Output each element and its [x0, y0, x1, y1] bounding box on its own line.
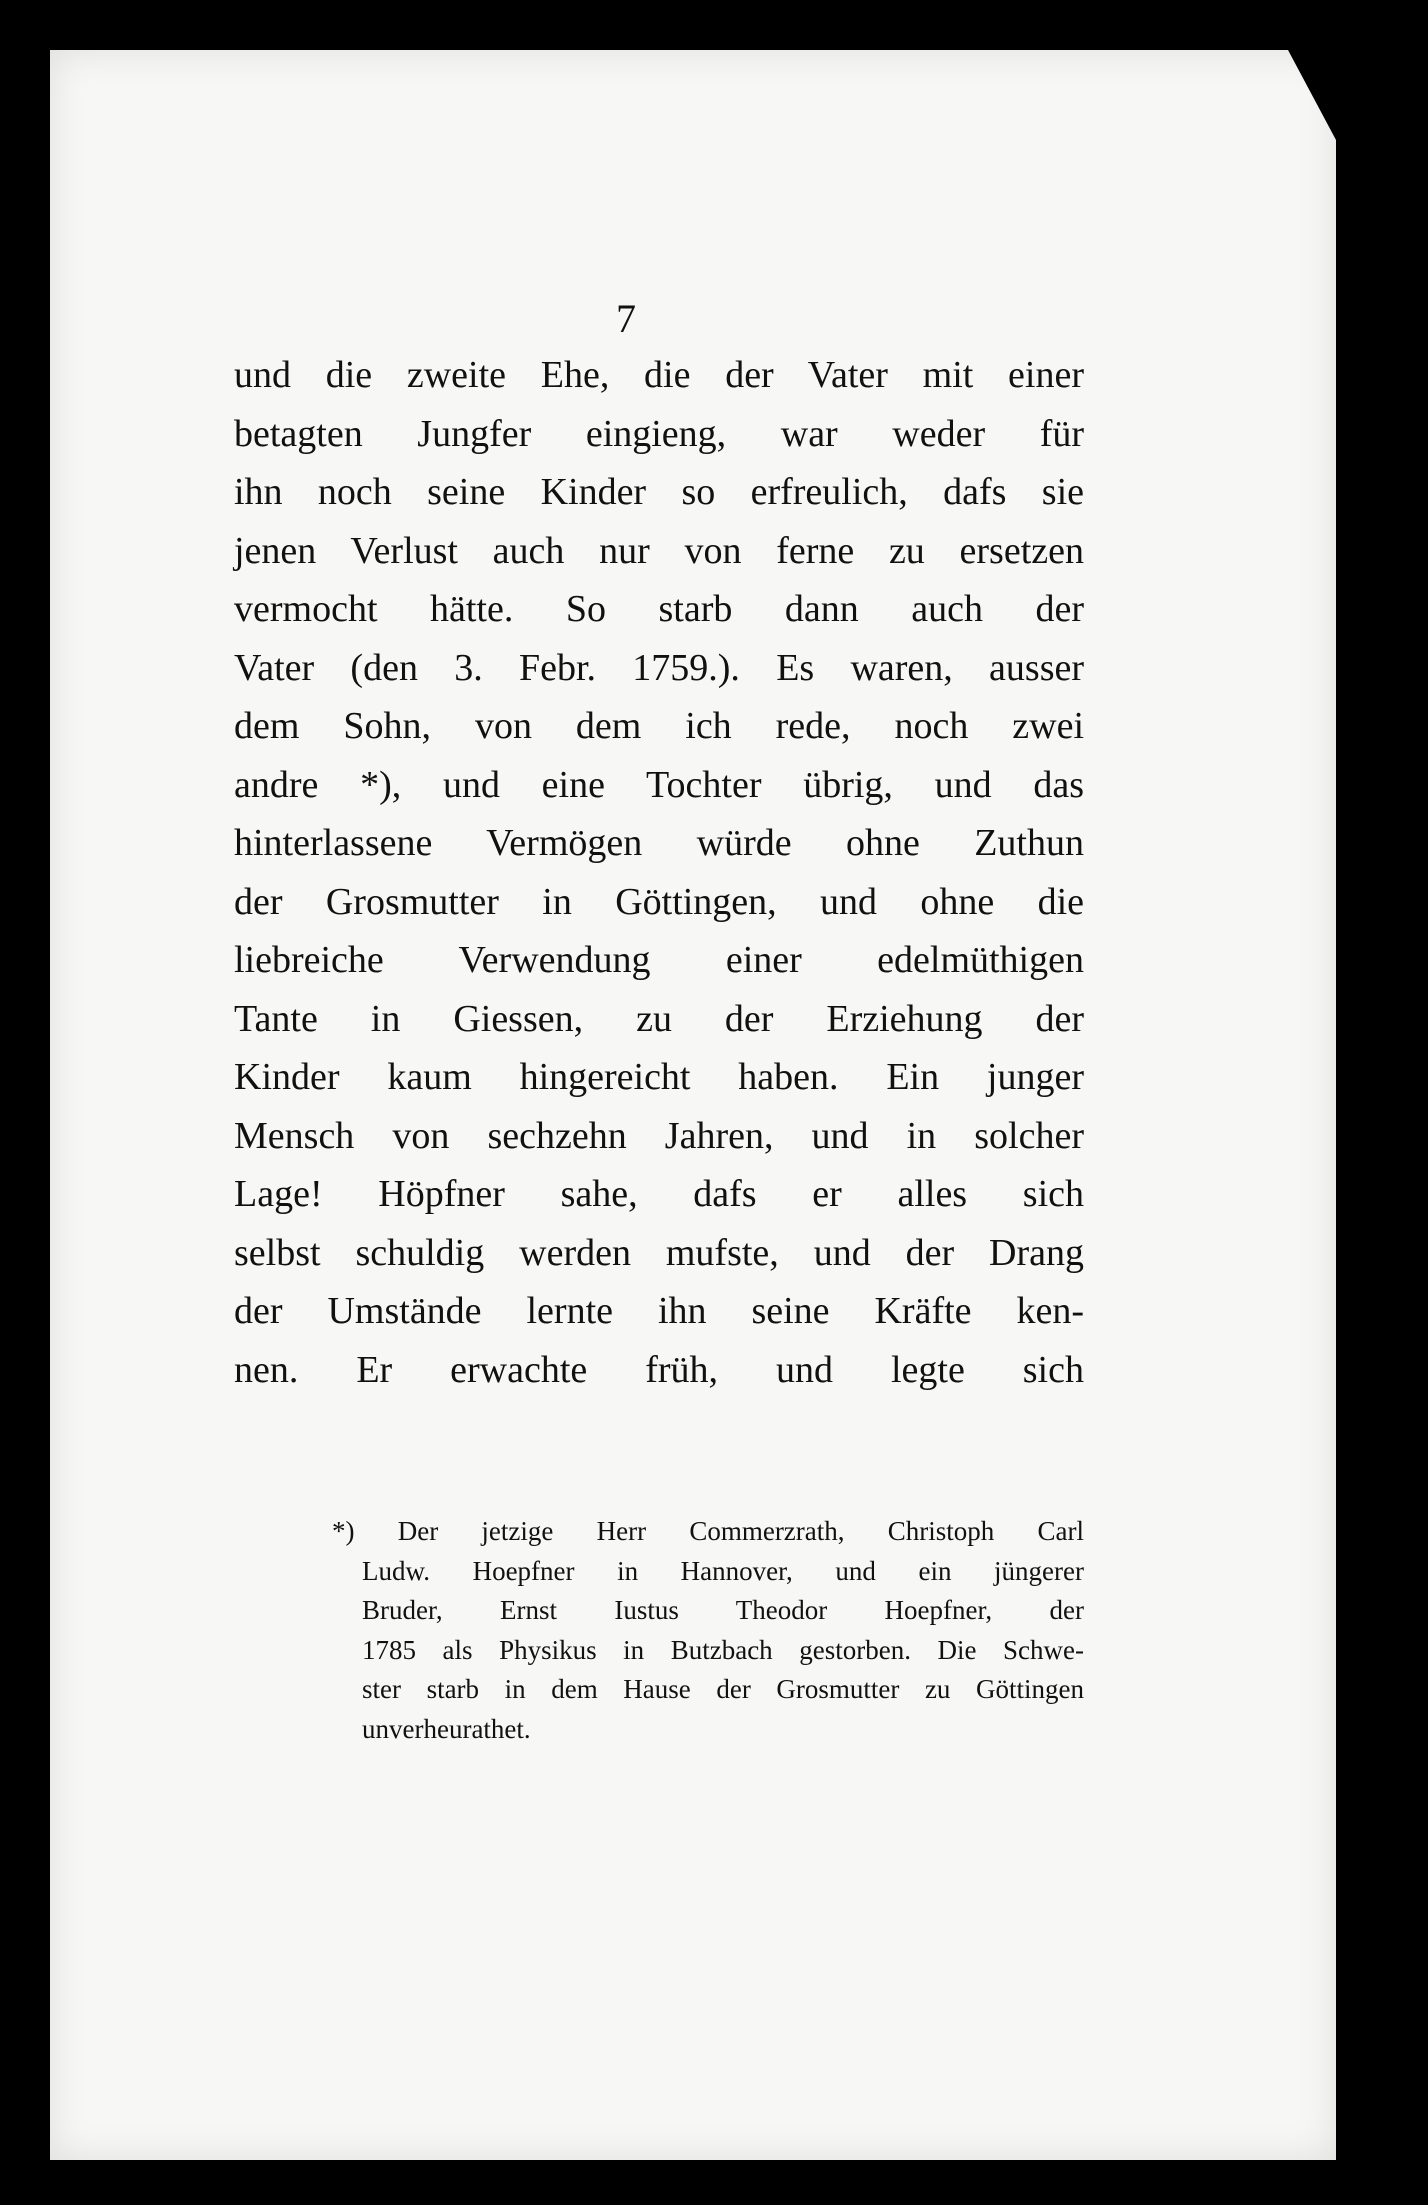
footnote-line: 1785 als Physikus in Butzbach gestorben. Die Schwe-: [362, 1634, 1084, 1665]
footnote-line: unverheurathet.: [362, 1713, 531, 1744]
footnote: [234, 1512, 1084, 1749]
text-line: der Umstände lernte ihn seine Kräfte ken-: [234, 1290, 1084, 1332]
text-line: jenen Verlust auch nur von ferne zu ersetzen: [234, 529, 1084, 572]
text-line: Mensch von sechzehn Jahren, und in solcher: [234, 1114, 1084, 1157]
footnote-line: Ludw. Hoepfner in Hannover, und ein jüngerer: [362, 1555, 1084, 1586]
book-page: [50, 50, 1336, 2160]
text-line: ihn noch seine Kinder so erfreulich, dafs sie: [234, 471, 1084, 513]
text-line: hinterlassene Vermögen würde ohne Zuthun: [234, 822, 1084, 864]
text-line: nen. Er erwachte früh, und legte sich: [234, 1348, 1084, 1391]
text-line: vermocht hätte. So starb dann auch der: [234, 588, 1084, 630]
text-line: und die zweite Ehe, die der Vater mit einer: [234, 354, 1084, 396]
footnote-line: ster starb in dem Hause der Grosmutter zu Göttingen: [362, 1674, 1084, 1704]
footnote-line: Bruder, Ernst Iustus Theodor Hoepfner, der: [362, 1595, 1084, 1625]
text-line: andre *), und eine Tochter übrig, und das: [234, 763, 1084, 806]
text-line: liebreiche Verwendung einer edelmüthigen: [234, 939, 1084, 981]
text-line: betagten Jungfer eingieng, war weder für: [234, 412, 1084, 455]
text-line: der Grosmutter in Göttingen, und ohne die: [234, 880, 1084, 923]
text-line: selbst schuldig werden mufste, und der Drang: [234, 1231, 1084, 1274]
page-corner: [1288, 50, 1336, 140]
footnote-line: *) Der jetzige Herr Commerzrath, Christoph Carl: [332, 1516, 1084, 1546]
body-text: [234, 346, 1084, 1399]
text-line: Lage! Höpfner sahe, dafs er alles sich: [234, 1173, 1084, 1215]
text-line: Kinder kaum hingereicht haben. Ein junger: [234, 1056, 1084, 1098]
page-number: 7: [616, 296, 636, 341]
text-line: Vater (den 3. Febr. 1759.). Es waren, ausser: [234, 646, 1084, 689]
text-line: dem Sohn, von dem ich rede, noch zwei: [234, 705, 1084, 747]
text-line: Tante in Giessen, zu der Erziehung der: [234, 997, 1084, 1040]
